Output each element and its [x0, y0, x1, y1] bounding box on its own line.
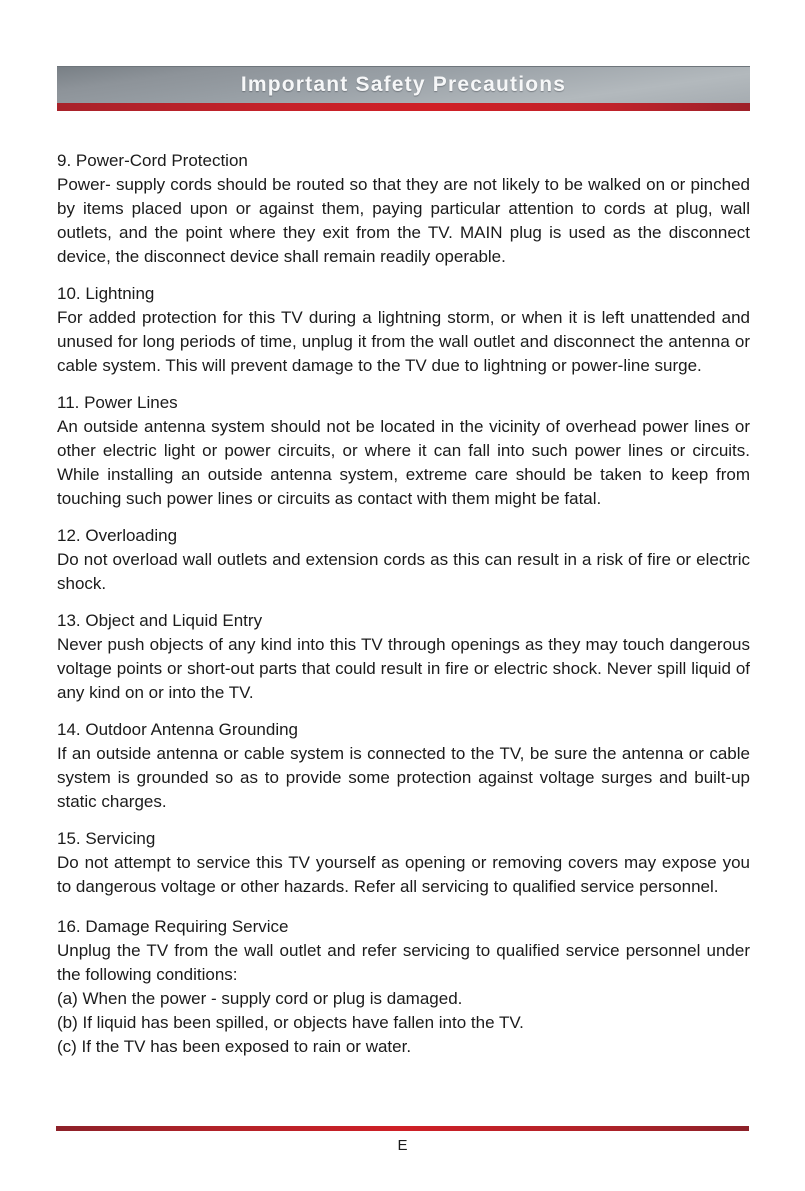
section-outdoor-antenna-grounding	[57, 718, 750, 814]
section-body: Never push objects of any kind into this TV through openings as they may touch dangerous voltage points or short-out parts that could result in fire or electric shock. Never spill liquid of any kind on or into the TV.	[57, 635, 750, 702]
footer-red-rule	[56, 1126, 749, 1131]
section-body: For added protection for this TV during a lightning storm, or when it is left unattended and unused for long periods of time, unplug it from the wall outlet and disconnect the antenna or cable system. This will prevent damage to the TV due to lightning or power-line surge.	[57, 308, 750, 375]
section-damage-requiring-service	[57, 915, 750, 1059]
section-body: Power- supply cords should be routed so that they are not likely to be walked on or pinched by items placed upon or against them, paying particular attention to cords at plug, wall outlets, and the point where they exit from the TV. MAIN plug is used as the disconnect device, the disconnect device shall remain readily operable.	[57, 175, 750, 266]
section-servicing	[57, 827, 750, 899]
page-title: Important Safety Precautions	[240, 73, 567, 96]
header-red-rule	[57, 103, 750, 111]
section-heading: 10. Lightning	[57, 284, 155, 303]
section-body: If an outside antenna or cable system is connected to the TV, be sure the antenna or cable system is grounded so as to provide some protection against voltage surges and built-up static charges.	[57, 744, 750, 811]
section-heading: 12. Overloading	[57, 526, 178, 545]
section-heading: 9. Power-Cord Protection	[57, 151, 248, 170]
section-lightning	[57, 282, 750, 378]
section-power-cord-protection	[57, 149, 750, 269]
section-body: Do not attempt to service this TV yourself as opening or removing covers may expose you to dangerous voltage or other hazards. Refer all servicing to qualified service personnel.	[57, 853, 750, 896]
section-heading: 11. Power Lines	[57, 393, 178, 412]
section-heading: 13. Object and Liquid Entry	[57, 611, 263, 630]
safety-precautions-content	[57, 149, 750, 1072]
section-body: An outside antenna system should not be located in the vicinity of overhead power lines or other electric light or power circuits, or where it can fall into such power lines or circuits. While installing an outside antenna system, extreme care should be taken to keep from touching such power lines or circuits as contact with them might be fatal.	[57, 417, 750, 508]
section-heading: 15. Servicing	[57, 829, 156, 848]
condition-item-b: (b) If liquid has been spilled, or objects have fallen into the TV.	[57, 1013, 524, 1032]
section-overloading	[57, 524, 750, 596]
section-body: Do not overload wall outlets and extension cords as this can result in a risk of fire or electric shock.	[57, 550, 750, 593]
section-heading: 14. Outdoor Antenna Grounding	[57, 720, 299, 739]
condition-list	[57, 987, 750, 1059]
header-banner	[57, 66, 750, 103]
page-number: E	[397, 1137, 408, 1154]
section-heading: 16. Damage Requiring Service	[57, 917, 289, 936]
page-header	[57, 66, 750, 111]
section-body: Unplug the TV from the wall outlet and refer servicing to qualified service personnel under the following conditions:	[57, 941, 750, 984]
section-power-lines	[57, 391, 750, 511]
condition-item-a: (a) When the power - supply cord or plug is damaged.	[57, 989, 463, 1008]
condition-item-c: (c) If the TV has been exposed to rain or water.	[57, 1037, 412, 1056]
section-object-and-liquid-entry	[57, 609, 750, 705]
